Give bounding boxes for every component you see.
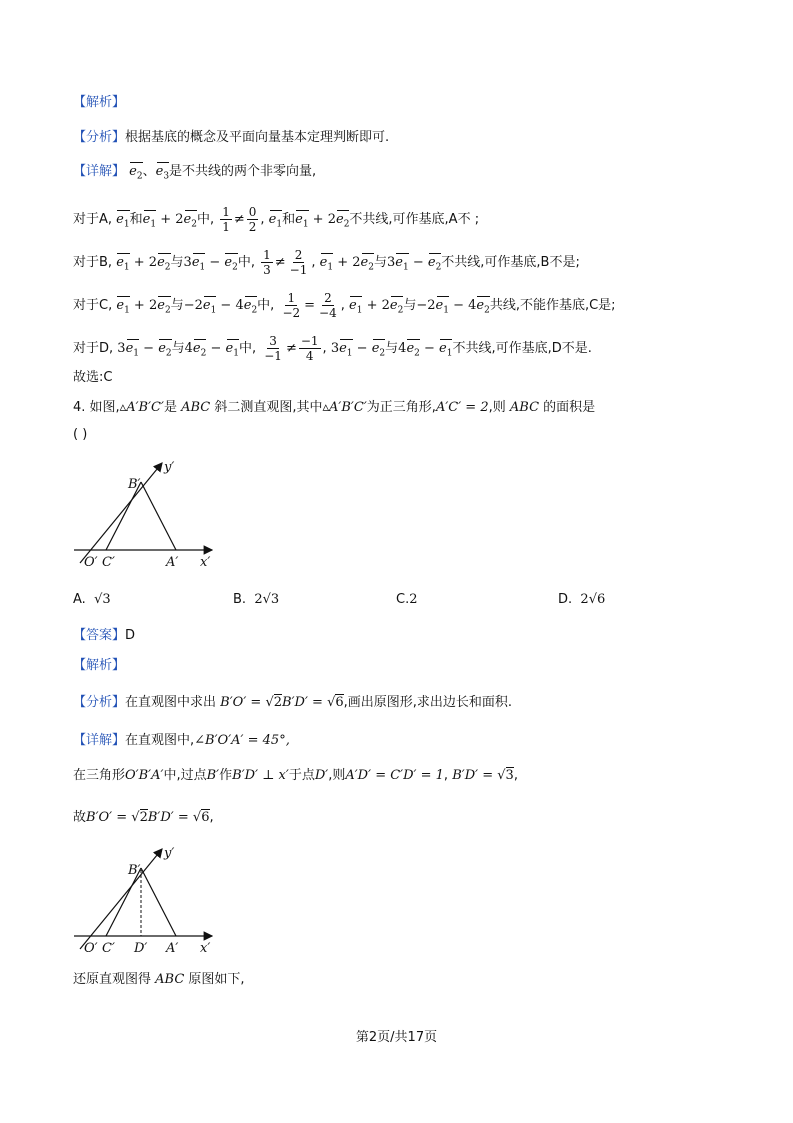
jiexi-tag-1: 【解析】	[73, 95, 126, 110]
edge-ba	[141, 482, 176, 550]
label-b: B′	[128, 863, 141, 878]
label-y: y′	[164, 846, 175, 861]
q4-stem: 4. 如图,▵A′B′C′是 ABC 斜二测直观图,其中▵A′B′C′为正三角形,A′C′ = 2,则 ABC 的面积是	[73, 400, 596, 415]
y-axis	[80, 463, 162, 563]
restore-line: 还原直观图得 ABC 原图如下,	[73, 972, 245, 987]
page-footer: 第2页/共17页	[355, 1030, 438, 1045]
case-b-line: 对于B, $e_1 + 2e_2$与$3e_1 - e_2$中, $\frac{1}{3}$ ≠ $\frac{2}{-1}$ , $e_1 + 2e_2$与$3e_1 - e_2$不共线,可作基底,B不是;	[73, 248, 580, 277]
fenxi-line-1: 【分析】根据基底的概念及平面向量基本定理判断即可.	[73, 130, 390, 145]
derivation-line: 在三角形O′B′A′中,过点B′作B′D′ ⊥ x′于点D′,则A′D′ = C′D′ = 1, B′D′ = √3,	[73, 768, 518, 783]
xiangjie-line-1: 【详解】 $e_2$、$e_3$是不共线的两个非零向量,	[73, 162, 316, 187]
label-x: x′	[200, 555, 211, 570]
option-c: C.2	[396, 592, 418, 607]
y-axis	[80, 849, 162, 949]
label-c: C′	[102, 555, 115, 570]
oblique-figure-2	[70, 842, 230, 957]
option-d: D. 2√6	[558, 592, 606, 607]
case-a-line: 对于A, $e_1$和$e_1 + 2e_2$中, $\frac{1}{1}$ ≠ $\frac{0}{2}$ , $e_1$和$e_1 + 2e_2$不共线,可作基底,A不 ;	[73, 205, 480, 234]
label-o: O′	[84, 941, 98, 956]
conclusion-line: 故B′O′ = √2B′D′ = √6,	[73, 810, 214, 825]
case-c-line: 对于C, $e_1 + 2e_2$与$-2e_1 - 4e_2$中, $\frac{1}{-2}$ = $\frac{2}{-4}$ , $e_1 + 2e_2$与$-2e_1 - 4e_2$共线,不能作基底,C是;	[73, 291, 616, 320]
label-a: A′	[166, 941, 179, 956]
oblique-figure-1	[70, 455, 230, 575]
xiangjie-line-2: 【详解】在直观图中,∠B′O′A′ = 45°,	[73, 733, 290, 748]
jiexi-tag-2: 【解析】	[73, 658, 126, 673]
label-a: A′	[166, 555, 179, 570]
answer-tag-line: 【答案】D	[73, 628, 136, 643]
q4-paren: ( )	[73, 427, 88, 442]
edge-ba	[141, 868, 176, 936]
label-o: O′	[84, 555, 98, 570]
label-y: y′	[164, 460, 175, 475]
option-b: B. 2√3	[233, 592, 280, 607]
fenxi-line-2: 【分析】在直观图中求出 B′O′ = √2B′D′ = √6,画出原图形,求出边长和面积.	[73, 695, 513, 710]
answer-line-1: 故选:C	[73, 370, 113, 385]
label-x: x′	[200, 941, 211, 956]
edge-cb	[106, 868, 141, 936]
edge-cb	[106, 482, 141, 550]
label-c: C′	[102, 941, 115, 956]
label-d: D′	[134, 941, 148, 956]
case-d-line: 对于D, $3e_1 - e_2$与$4e_2 - e_1$中, $\frac{3}{-1}$ ≠ $\frac{-1}{4}$ , $3e_1 - e_2$与$4e_2 - e_1$不共线,可作基底,D不是.	[73, 334, 592, 363]
option-a: A. √3	[73, 592, 111, 607]
label-b: B′	[128, 477, 141, 492]
